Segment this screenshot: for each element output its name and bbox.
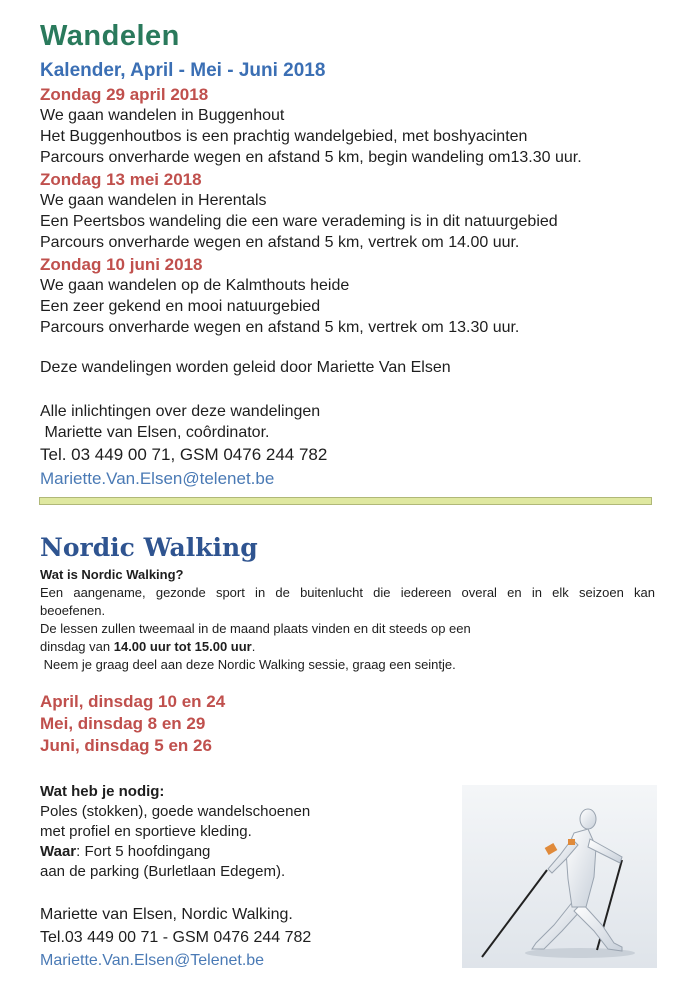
contact-email-link[interactable]: Mariette.Van.Elsen@Telenet.be xyxy=(40,952,265,969)
lessons-line: De lessen zullen tweemaal in de maand plaats vinden en dit steeds op een xyxy=(40,621,471,636)
nordic-walker-figure-icon xyxy=(462,785,657,968)
event-line: Een zeer gekend en mooi natuurgebied xyxy=(40,298,321,315)
nordic-intro xyxy=(40,566,655,674)
event-line: Een Peertsbos wandeling die een ware verademing is in dit natuurgebied xyxy=(40,213,558,230)
nordic-date: April, dinsdag 10 en 24 xyxy=(40,692,226,711)
lesson-time-line xyxy=(40,638,655,656)
needs-line: Poles (stokken), goede wandelschoenen xyxy=(40,803,311,820)
wandelen-title: Wandelen xyxy=(40,20,180,52)
info-line: Mariette van Elsen, coôrdinator. xyxy=(40,424,270,441)
email-link[interactable]: Mariette.Van.Elsen@telenet.be xyxy=(40,469,275,488)
needs-line: met profiel en sportieve kleding. xyxy=(40,823,252,840)
intro-line: beoefenen. xyxy=(40,603,106,618)
nordic-dates xyxy=(40,691,225,757)
nordic-question: Wat is Nordic Walking? xyxy=(40,567,184,582)
nordic-date: Mei, dinsdag 8 en 29 xyxy=(40,714,206,733)
event-line: Het Buggenhoutbos is een prachtig wandelgebied, met boshyacinten xyxy=(40,128,528,145)
where-line xyxy=(40,842,310,862)
event-line: Parcours onverharde wegen en afstand 5 km, begin wandeling om13.30 uur. xyxy=(40,149,582,166)
event-1 xyxy=(40,84,582,168)
section-divider xyxy=(39,497,652,505)
intro-line: Een aangename, gezonde sport in de buitenlucht die iedereen overal en in elk seizoen kan xyxy=(40,585,655,600)
event-line: We gaan wandelen in Buggenhout xyxy=(40,107,285,124)
contact-phone: Tel.03 449 00 71 - GSM 0476 244 782 xyxy=(40,929,312,946)
event-line: We gaan wandelen op de Kalmthouts heide xyxy=(40,277,350,294)
event-line: We gaan wandelen in Herentals xyxy=(40,192,267,209)
event-line: Parcours onverharde wegen en afstand 5 km, vertrek om 13.30 uur. xyxy=(40,319,520,336)
event-date: Zondag 29 april 2018 xyxy=(40,85,209,104)
phone-line: Tel. 03 449 00 71, GSM 0476 244 782 xyxy=(40,445,328,464)
contact-name: Mariette van Elsen, Nordic Walking. xyxy=(40,906,293,923)
guide-note: Deze wandelingen worden geleid door Mariette Van Elsen xyxy=(40,359,451,376)
event-date: Zondag 13 mei 2018 xyxy=(40,170,202,189)
lesson-time: 14.00 uur tot 15.00 uur xyxy=(113,639,252,654)
where-label: Waar xyxy=(40,843,77,860)
event-2 xyxy=(40,169,558,253)
needs-heading: Wat heb je nodig: xyxy=(40,783,165,800)
event-date: Zondag 10 juni 2018 xyxy=(40,255,203,274)
event-3 xyxy=(40,254,519,338)
event-line: Parcours onverharde wegen en afstand 5 km, vertrek om 14.00 uur. xyxy=(40,234,520,251)
nordic-date: Juni, dinsdag 5 en 26 xyxy=(40,736,212,755)
day-suffix: . xyxy=(251,639,256,654)
nordic-walker-illustration xyxy=(462,785,657,968)
nordic-walking-title: Nordic Walking xyxy=(40,533,258,562)
info-line: Alle inlichtingen over deze wandelingen xyxy=(40,403,321,420)
contact-block xyxy=(40,903,311,972)
where-value: : Fort 5 hoofdingang xyxy=(76,843,211,860)
join-line: Neem je graag deel aan deze Nordic Walking sessie, graag een seintje. xyxy=(40,657,456,672)
wandelen-subtitle: Kalender, April - Mei - Juni 2018 xyxy=(40,60,326,81)
needs-block xyxy=(40,782,310,882)
day-prefix: dinsdag van xyxy=(40,639,114,654)
info-block xyxy=(40,401,327,491)
where-line-2: aan de parking (Burletlaan Edegem). xyxy=(40,863,286,880)
